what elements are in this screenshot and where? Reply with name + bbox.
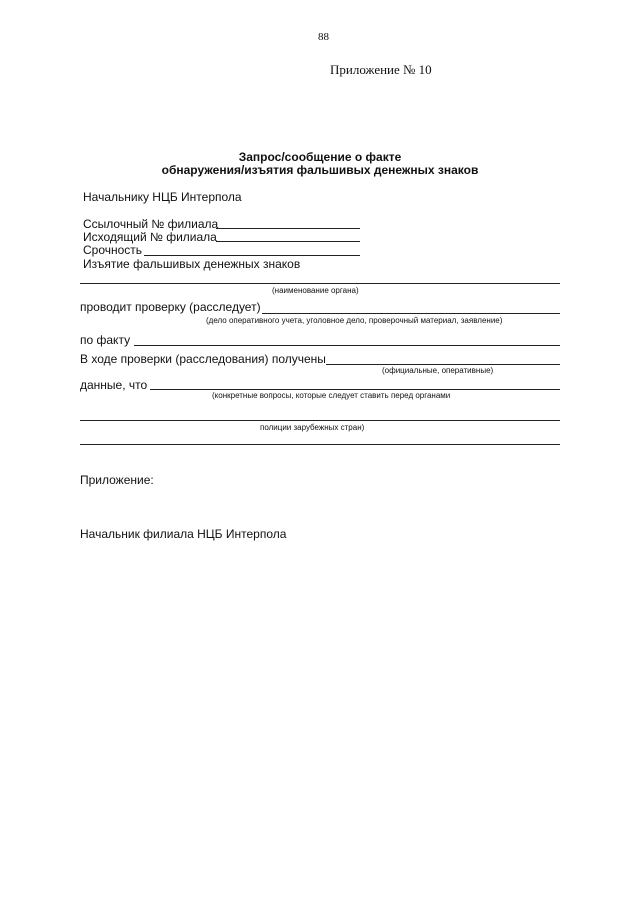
inspecting-field-line[interactable] [262, 313, 560, 314]
during-check-field-line[interactable] [326, 364, 560, 365]
during-check-label: В ходе проверки (расследования) получены [80, 352, 326, 366]
questions-caption-1: (конкретные вопросы, которые следует ставить перед органами [212, 391, 451, 400]
appendix-label: Приложение № 10 [330, 62, 432, 77]
data-type-caption: (официальные, оперативные) [382, 366, 494, 375]
urgency-field-line[interactable] [144, 255, 360, 256]
questions-field-line-1[interactable] [80, 420, 560, 421]
document-title-line2: обнаружения/изъятия фальшивых денежных знаков [161, 163, 479, 177]
questions-field-line-2[interactable] [80, 444, 560, 445]
inspecting-label: проводит проверку (расследует) [80, 300, 261, 314]
data-that-field-line[interactable] [150, 389, 560, 390]
questions-caption-2: полиции зарубежных стран) [260, 423, 365, 432]
signatory-label: Начальник филиала НЦБ Интерпола [80, 527, 287, 541]
on-fact-field-line[interactable] [134, 345, 560, 346]
outgoing-number-label: Исходящий № филиала [83, 230, 217, 244]
seizure-label: Изъятие фальшивых денежных знаков [83, 257, 301, 271]
on-fact-label: по факту [80, 333, 131, 347]
urgency-label: Срочность [83, 243, 143, 257]
page-number: 88 [318, 31, 329, 43]
reference-number-label: Ссылочный № филиала [83, 217, 219, 231]
case-type-caption: (дело оперативного учета, уголовное дело, проверочный материал, заявление) [206, 316, 503, 325]
addressee: Начальнику НЦБ Интерпола [83, 190, 242, 204]
organ-name-caption: (наименование органа) [272, 286, 359, 295]
reference-number-field-line[interactable] [216, 228, 360, 229]
attachment-label: Приложение: [80, 473, 154, 487]
document-title-line1: Запрос/сообщение о факте [238, 150, 402, 164]
organ-name-field-line[interactable] [80, 283, 560, 284]
data-that-label: данные, что [80, 378, 148, 392]
outgoing-number-field-line[interactable] [216, 241, 360, 242]
